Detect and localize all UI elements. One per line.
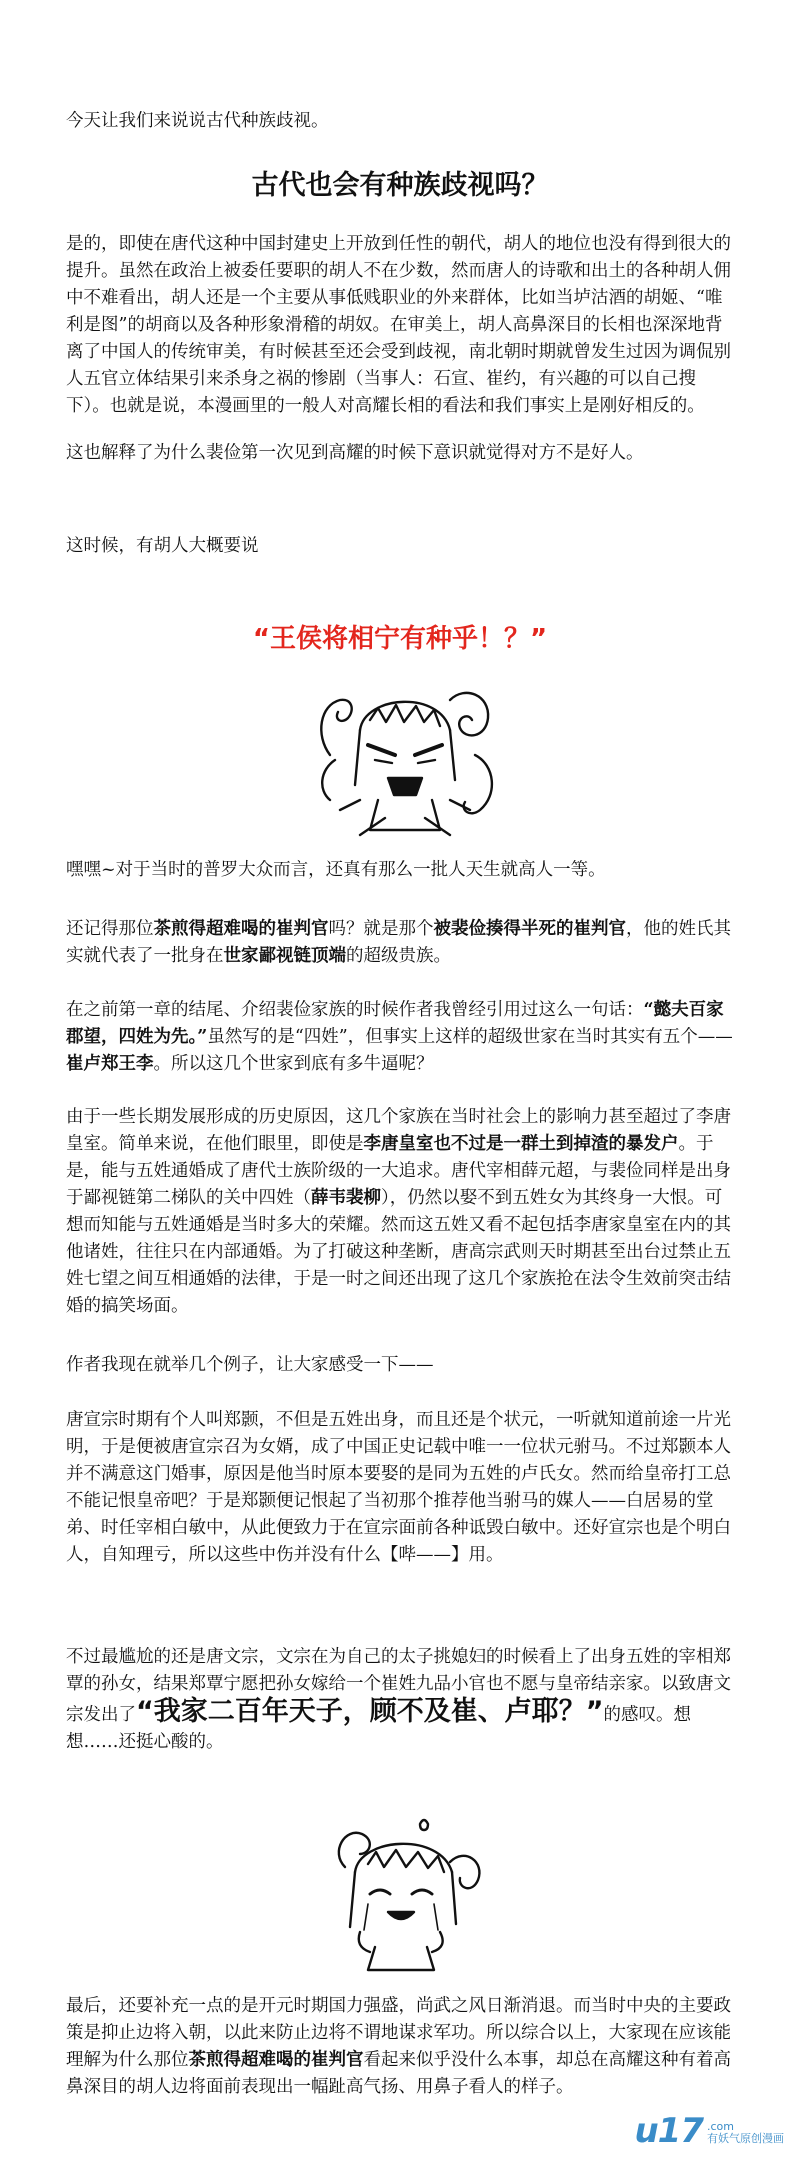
watermark-text xyxy=(707,2121,784,2151)
paragraph-3: 这时候，有胡人大概要说 xyxy=(66,536,259,556)
section-title: 古代也会有种族歧视吗？ xyxy=(251,170,549,201)
p7-bold-1: 李唐皇室也不过是一群土到掉渣的暴发户 xyxy=(363,1134,679,1154)
p6-bold-2: 崔卢郑王李 xyxy=(66,1054,154,1074)
p11-text-2: 看起来似乎没什么本事，却总在高耀这种有着高鼻深目的胡人边将面前表现出一幅趾高气扬、用鼻子看人的样子。 xyxy=(66,2050,731,2097)
p5-text-4: 的超级贵族。 xyxy=(346,946,451,966)
p5-text-3: ，他的姓氏其实就代表了一批身在 xyxy=(66,919,731,966)
happy-character-illustration xyxy=(300,1812,500,1972)
p11-text-1: 最后，还要补充一点的是开元时期国力强盛，尚武之风日渐消退。而当时中央的主要政策是抑止边将入朝，以此来防止边将不谓地谋求军功。所以综合以上，大家现在应该能理解为什么那位 xyxy=(66,1996,731,2070)
paragraph-10 xyxy=(66,1644,734,1756)
u17-watermark xyxy=(634,2111,784,2151)
paragraph-9: 唐宣宗时期有个人叫郑颢，不但是五姓出身，而且还是个状元，一听就知道前途一片光明，于是便被唐宣宗召为女婿，成了中国正史记载中唯一一位状元驸马。不过郑颢本人并不满意这门婚事，原因是他当时原本要娶的是同为五姓的卢氏女。然而给皇帝打工总不能记恨皇帝吧？于是郑颢便记恨起了当初那个推荐他当驸马的媒人——白居易的堂弟、时任宰相白敏中，从此便致力于在宣宗面前各种诋毁白敏中。还好宣宗也是个明白人，自知理亏，所以这些中伤并没有什么【哔——】用。 xyxy=(66,1410,731,1565)
p5-text-1: 还记得那位 xyxy=(66,919,154,939)
intro-line: 今天让我们来说说古代种族歧视。 xyxy=(66,111,329,131)
p10-big-quote: “我家二百年天子，顾不及崔、卢耶？” xyxy=(136,1696,604,1727)
paragraph-1: 是的，即使在唐代这种中国封建史上开放到任性的朝代，胡人的地位也没有得到很大的提升。虽然在政治上被委任要职的胡人不在少数，然而唐人的诗歌和出土的各种胡人佣中不难看出，胡人还是一个主要从事低贱职业的外来群体，比如当垆沽酒的胡姬、“唯利是图”的胡商以及各种形象滑稽的胡奴。在审美上，胡人高鼻深目的长相也深深地背离了中国人的传统审美，有时候甚至还会受到歧视，南北朝时期就曾发生过因为调侃别人五官立体结果引来杀身之祸的惨剧（当事人：石宣、崔约，有兴趣的可以自己搜下）。也就是说，本漫画里的一般人对高耀长相的看法和我们事实上是刚好相反的。 xyxy=(66,234,731,416)
paragraph-8: 作者我现在就举几个例子，让大家感受一下—— xyxy=(66,1355,434,1375)
angry-character-illustration xyxy=(300,660,510,845)
red-quote: “王侯将相宁有种乎！？” xyxy=(252,624,548,654)
p5-bold-1: 茶煎得超难喝的崔判官 xyxy=(153,919,329,939)
p11-bold-1: 茶煎得超难喝的崔判官 xyxy=(188,2050,364,2070)
p5-bold-3: 世家鄙视链顶端 xyxy=(223,946,346,966)
p7-text-1: 由于一些长期发展形成的历史原因，这几个家族在当时社会上的影响力甚至超过了李唐皇室。简单来说，在他们眼里，即使是 xyxy=(66,1107,731,1154)
watermark-slogan: 有妖气原创漫画 xyxy=(707,2132,784,2145)
p7-text-2: 。于是，能与五姓通婚成了唐代士族阶级的一大追求。唐代宰相薛元超，与裴俭同样是出身于鄙视链第二梯队的关中四姓（ xyxy=(66,1134,731,1208)
u17-logo: u17 xyxy=(634,2111,703,2151)
p6-text-3: 。所以这几个世家到底有多牛逼呢？ xyxy=(153,1054,434,1074)
p6-bold-1: “懿夫百家郡望，四姓为先。” xyxy=(66,1000,724,1047)
paragraph-2: 这也解释了为什么裴俭第一次见到高耀的时候下意识就觉得对方不是好人。 xyxy=(66,443,644,463)
p10-text-1: 不过最尴尬的还是唐文宗，文宗在为自己的太子挑媳妇的时候看上了出身五姓的宰相郑覃的孙女，结果郑覃宁愿把孙女嫁给一个崔姓九品小官也不愿与皇帝结亲家。以致唐文宗发出了 xyxy=(66,1647,731,1725)
p7-bold-2: 薛韦裴柳 xyxy=(311,1188,381,1208)
paragraph-5 xyxy=(66,916,734,970)
paragraph-7 xyxy=(66,1104,734,1320)
p10-text-2: 的感叹。想想……还挺心酸的。 xyxy=(66,1705,691,1752)
p6-text-2: 虽然写的是“四姓”，但事实上这样的超级世家在当时其实有五个—— xyxy=(207,1027,733,1047)
p5-text-2: 吗？就是那个 xyxy=(328,919,434,939)
paragraph-4: 嘿嘿~对于当时的普罗大众而言，还真有那么一批人天生就高人一等。 xyxy=(66,860,606,880)
watermark-domain: .com xyxy=(707,2120,734,2133)
p7-text-3: ），仍然以娶不到五姓女为其终身一大恨。可想而知能与五姓通婚是当时多大的荣耀。然而这五姓又看不起包括李唐家皇室在内的其他诸姓，往往只在内部通婚。为了打破这种垄断，唐高宗武则天时期甚至出台过禁止五姓七望之间互相通婚的法律，于是一时之间还出现了这几个家族抢在法令生效前突击结婚的搞笑场面。 xyxy=(66,1188,731,1316)
paragraph-11 xyxy=(66,1993,734,2101)
p6-text-1: 在之前第一章的结尾、介绍裴俭家族的时候作者我曾经引用过这么一句话： xyxy=(66,1000,644,1020)
p5-bold-2: 被裴俭揍得半死的崔判官 xyxy=(433,919,626,939)
paragraph-6 xyxy=(66,997,734,1078)
